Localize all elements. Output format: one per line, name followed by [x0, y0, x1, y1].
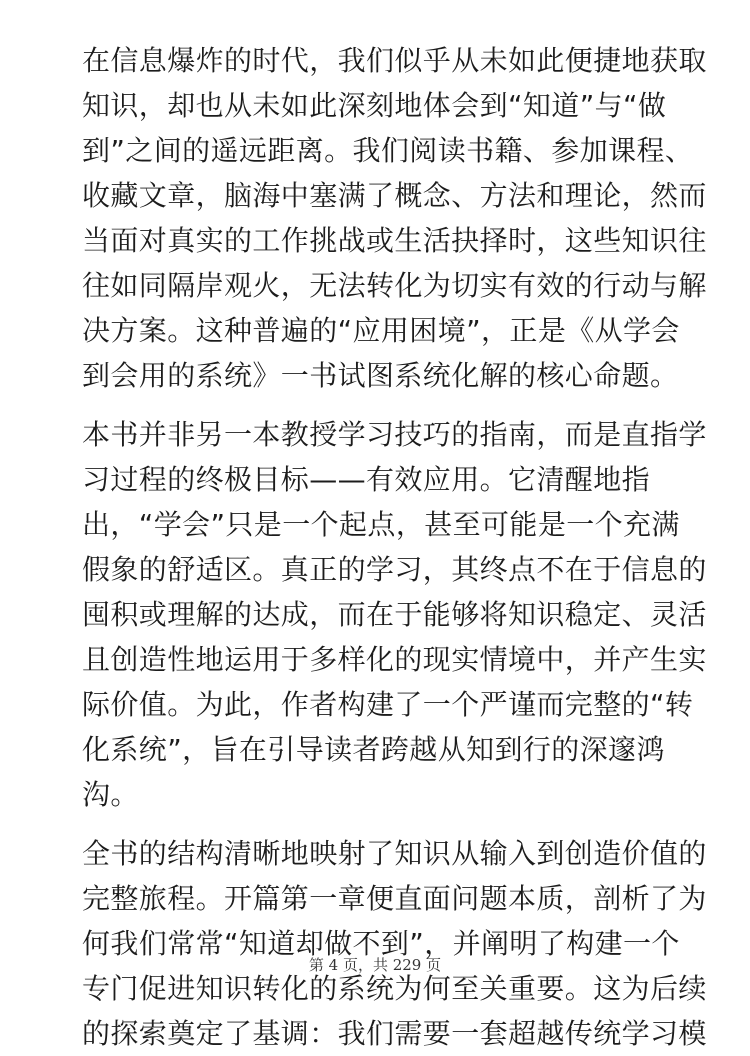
text-line: 当面对真实的工作挑战或生活抉择时，这些知识往 — [82, 224, 707, 257]
text-line: 际价值。为此，作者构建了一个严谨而完整的“转 — [82, 688, 694, 721]
document-body — [82, 38, 707, 1056]
page-number-footer: 第 4 页，共 229 页 — [308, 956, 442, 974]
text-line: 收藏文章，脑海中塞满了概念、方法和理论，然而 — [82, 179, 707, 212]
paragraph-spacer — [82, 817, 682, 831]
paragraph-spacer — [82, 398, 682, 412]
text-line: 且创造性地运用于多样化的现实情境中，并产生实 — [82, 643, 707, 676]
text-line: 完整旅程。开篇第一章便直面问题本质，剖析了为 — [82, 882, 707, 915]
text-line: 的探索奠定了基调：我们需要一套超越传统学习模 — [82, 1017, 707, 1050]
paragraph — [82, 831, 707, 1056]
text-line: 何我们常常“知道却做不到”，并阐明了构建一个 — [82, 927, 680, 960]
text-line: 假象的舒适区。真正的学习，其终点不在于信息的 — [82, 553, 707, 586]
text-line: 往如同隔岸观火，无法转化为切实有效的行动与解 — [82, 269, 707, 302]
text-line: 在信息爆炸的时代，我们似乎从未如此便捷地获取 — [82, 44, 707, 77]
text-line: 化系统”，旨在引导读者跨越从知到行的深邃鸿 — [82, 733, 665, 766]
text-line: 出，“学会”只是一个起点，甚至可能是一个充满 — [82, 508, 680, 541]
text-line: 决方案。这种普遍的“应用困境”，正是《从学会 — [82, 314, 680, 347]
text-line: 到会用的系统》一书试图系统化解的核心命题。 — [82, 359, 679, 392]
paragraph — [82, 412, 707, 817]
text-line: 知识，却也从未如此深刻地体会到“知道”与“做 — [82, 89, 667, 122]
text-line: 囤积或理解的达成，而在于能够将知识稳定、灵活 — [82, 598, 707, 631]
text-line: 全书的结构清晰地映射了知识从输入到创造价值的 — [82, 837, 707, 870]
text-line: 到”之间的遥远距离。我们阅读书籍、参加课程、 — [82, 134, 694, 167]
text-line: 专门促进知识转化的系统为何至关重要。这为后续 — [82, 972, 707, 1005]
paragraph — [82, 38, 707, 398]
text-line: 本书并非另一本教授学习技巧的指南，而是直指学 — [82, 418, 707, 451]
text-line: 沟。 — [82, 778, 139, 811]
text-line: 习过程的终极目标——有效应用。它清醒地指 — [82, 463, 651, 496]
